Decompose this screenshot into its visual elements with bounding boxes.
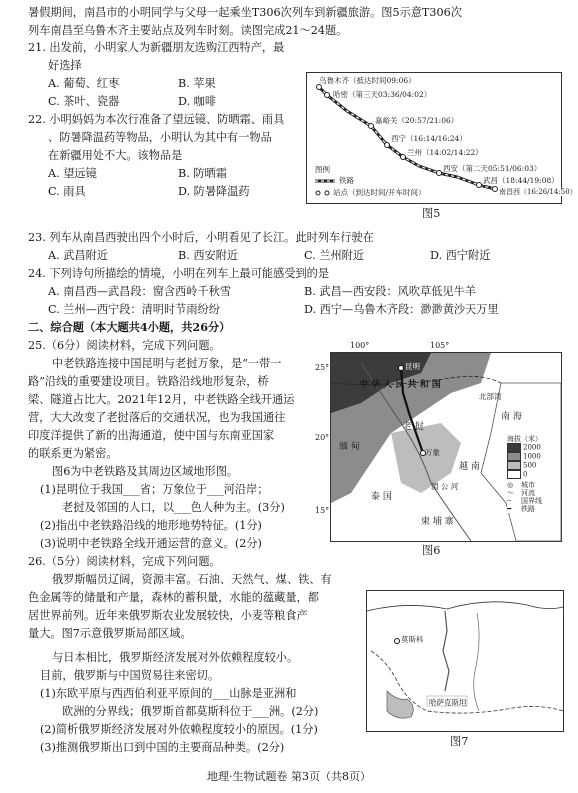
q24-stem: 24. 下列诗句所描绘的情境，小明在列车上最可能感受到的是: [28, 267, 330, 280]
station-nanchang: [493, 187, 498, 192]
q23-option-d: D. 西宁附近: [430, 249, 491, 262]
station-lanzhou: [401, 155, 406, 160]
q25-sub-3: (3)说明中老铁路全线开通运营的意义。(2分): [40, 537, 262, 550]
q26-sub-1-cont: 欧洲的分界线；俄罗斯首都莫斯科位于___洲。(2分): [62, 705, 319, 718]
fig6-legend: 海拔（米） 2000 1000 500 0 ◎ 城市 ～ 河流 ┄ 国界线 ━ 铁路: [507, 435, 559, 513]
q22-option-b: B. 防晒霜: [178, 167, 227, 180]
legend-rail-label: 铁路: [339, 176, 354, 185]
city-symbol: ◎: [507, 481, 514, 490]
q22-option-c: C. 雨具: [48, 185, 86, 198]
label-thailand: 泰 国: [371, 492, 392, 502]
legend-river: 河流: [521, 489, 535, 498]
q22-stem-cont2: 在新疆用处不大。该物品是: [48, 149, 183, 162]
intro-line-2: 列车南昌至乌鲁木齐主要站点及列车时刻。读图完成21～24题。: [28, 24, 348, 37]
north-coast: [367, 602, 563, 611]
legend-elev-500: 500: [523, 461, 537, 470]
label-xining: 西宁（16:14/16:24）: [391, 134, 467, 143]
station-xining: [385, 143, 390, 148]
label-moscow: 莫斯科: [401, 635, 424, 644]
q25-sub-1: (1)昆明位于我国___省；万象位于___河沿岸；: [40, 483, 269, 496]
caspian-sea: [387, 691, 413, 718]
station-xian: [437, 171, 442, 176]
city-moscow: [395, 639, 400, 644]
label-kunming: 昆明: [405, 362, 420, 371]
section-2-title: 二、综合题（本大题共4小题，共26分）: [28, 320, 231, 334]
label-hami: 哈密（第三天03:36/04:02）: [333, 90, 432, 99]
q22-option-a: A. 望远镜: [48, 167, 97, 180]
legend-elev-0: 0: [523, 470, 528, 479]
q23-option-c: C. 兰州附近: [304, 249, 365, 262]
river-ob: [474, 613, 479, 711]
q25-sub-1-cont: 老挝及邻国的人口，以___色人种为主。(3分): [62, 501, 285, 514]
q25-material-5: 印度洋提供了新的出海通道，使中国与东南亚国家: [28, 429, 275, 442]
fig6-lon-100: 100°: [350, 341, 370, 350]
figure-5-railway-map: [306, 72, 577, 204]
q22-stem-cont: 、防暑降温药等物品，小明认为其中有一物品: [48, 131, 272, 144]
q25-stem: 25.（6分）阅读材料，完成下列问题。: [28, 339, 221, 352]
fig6-lon-105: 105°: [430, 341, 450, 350]
label-nanchang: 南昌西（16:26/14:50）: [499, 188, 577, 196]
label-wuchang: 武昌（18:44/19:08）: [483, 176, 559, 185]
label-cambodia: 柬 埔 寨: [421, 517, 454, 527]
station-jiayuguan: [369, 124, 374, 129]
q25-material-1: 中老铁路连接中国昆明与老挝万象，是“一带一: [52, 357, 282, 370]
q24-option-b: B. 武昌—西安段：风吹草低见牛羊: [304, 285, 476, 298]
label-mekong: 湄 公 河: [431, 482, 459, 491]
q26-sub-2: (2)简析俄罗斯经济发展对外依赖程度较小的原因。(1分): [40, 723, 318, 736]
q21-option-c: C. 茶叶、瓷器: [48, 95, 120, 108]
q24-option-c: C. 兰州—西宁段：清明时节雨纷纷: [48, 303, 220, 316]
station-urumqi: [317, 85, 322, 90]
q26-sub-3: (3)推测俄罗斯出口到中国的主要商品种类。(2分): [40, 741, 285, 754]
legend-rail: 铁路: [521, 505, 535, 514]
fig6-lat-25: 25°: [315, 363, 330, 372]
q26-material-4: 量大。图7示意俄罗斯局部区域。: [28, 627, 192, 640]
page-footer: 地理·生物试题卷 第3页（共8页）: [207, 770, 371, 783]
fig6-lat-20: 20°: [315, 433, 330, 442]
label-lanzhou: 兰州（14:02/14:22）: [407, 148, 483, 157]
legend-city: 城市: [521, 481, 535, 490]
station-hami: [325, 93, 330, 98]
fig6-lat-15: 15°: [315, 506, 330, 515]
legend-title: 图例: [315, 165, 330, 174]
q25-material-3: 梁、隧道占比大。2021年12月，中老铁路全线开通运: [28, 393, 295, 406]
figure-6-caption: 图6: [422, 544, 441, 557]
legend-border: 国界线: [521, 497, 542, 506]
q26-material-6: 目前，俄罗斯与中国贸易往来密切。: [40, 669, 220, 682]
q23-stem: 23. 列车从南昌西驶出四个小时后，小明看见了长江。此时列车行驶在: [28, 231, 374, 244]
q21-option-d: D. 咖啡: [178, 95, 217, 108]
label-kazakhstan: 哈萨克斯坦: [429, 698, 467, 707]
label-laos: 老 挝: [403, 422, 424, 432]
q25-material-6: 的联系更为紧密。: [28, 447, 118, 460]
label-gulf: 北部湾: [479, 392, 502, 401]
figure-7-russia-map: [366, 590, 564, 732]
label-urumqi: 乌鲁木齐（抵达时间09:06）: [319, 76, 416, 85]
legend-station-symbol: [316, 191, 320, 195]
q26-stem: 26.（5分）阅读材料，完成下列问题。: [28, 555, 221, 568]
figure-7-caption: 图7: [450, 735, 469, 748]
q25-material-7: 图6为中老铁路及其周边区域地形图。: [52, 465, 239, 478]
q21-option-b: B. 苹果: [178, 77, 216, 90]
q25-sub-2: (2)指出中老铁路沿线的地形地势特征。(1分): [40, 519, 262, 532]
q26-sub-1: (1)东欧平原与西西伯利亚平原间的___山脉是亚洲和: [40, 687, 297, 700]
russia-map-svg: [367, 591, 563, 731]
label-vientiane: 万象: [425, 448, 440, 457]
q26-material-3: 居世界前列。近年来俄罗斯农业发展较快，小麦等粮食产: [28, 609, 308, 622]
city-kunming: [399, 366, 404, 371]
label-vietnam: 越 南: [459, 462, 480, 472]
legend-elev-title: 海拔（米）: [507, 435, 542, 443]
label-xian: 西安（第二天05:51/06:03）: [443, 164, 542, 173]
ural-mountains: [443, 611, 449, 691]
q23-option-b: B. 西安附近: [178, 249, 239, 262]
legend-elev-1000: 1000: [523, 452, 541, 461]
q24-option-a: A. 南昌西—武昌段：窗含西岭千秋雪: [48, 285, 232, 298]
q26-material-2: 色金属等的储量和产量，森林的蓄积量，水能的蕴藏量，都: [28, 591, 319, 604]
q24-option-d: D. 西宁—乌鲁木齐段：渺渺黄沙天万里: [304, 303, 499, 316]
q21-stem-cont: 好选择: [48, 59, 82, 72]
label-jiayuguan: 嘉峪关（20:57/21:06）: [375, 116, 459, 125]
figure-6-terrain-map: [330, 352, 562, 542]
q25-material-2: 路”沿线的重要建设项目。铁路沿线地形复杂，桥: [28, 375, 269, 388]
figure-5-caption: 图5: [422, 207, 441, 220]
label-south-sea: 南 海: [501, 412, 522, 422]
q22-stem: 22. 小明妈妈为本次行准备了望远镜、防晒霜、雨具: [28, 113, 285, 126]
q22-option-d: D. 防暑降温药: [178, 185, 250, 198]
q26-material-1: 俄罗斯幅员辽阔，资源丰富。石油、天然气、煤、铁、有: [52, 573, 332, 586]
legend-elev-2000: 2000: [523, 443, 541, 452]
station-wuchang: [477, 183, 482, 188]
label-myanmar: 缅 甸: [339, 442, 360, 452]
label-china: 中 华 人 民 共 和 国: [359, 380, 441, 390]
intro-line-1: 暑假期间，南昌市的小明同学与父母一起乘坐T306次列车到新疆旅游。图5示意T306次: [28, 6, 462, 19]
q25-material-4: 营，大大改变了老挝落后的交通状况，也为我国通往: [28, 411, 286, 424]
q21-option-a: A. 葡萄、红枣: [48, 77, 120, 90]
legend-station-label: 站点（到达时间/开车时间）: [333, 188, 426, 197]
q26-material-5: 与日本相比，俄罗斯经济发展对外依赖程度较小。: [52, 651, 299, 664]
q21-stem: 21. 出发前，小明家人为新疆朋友选购江西特产，最: [28, 41, 285, 54]
q23-option-a: A. 武昌附近: [48, 249, 108, 262]
